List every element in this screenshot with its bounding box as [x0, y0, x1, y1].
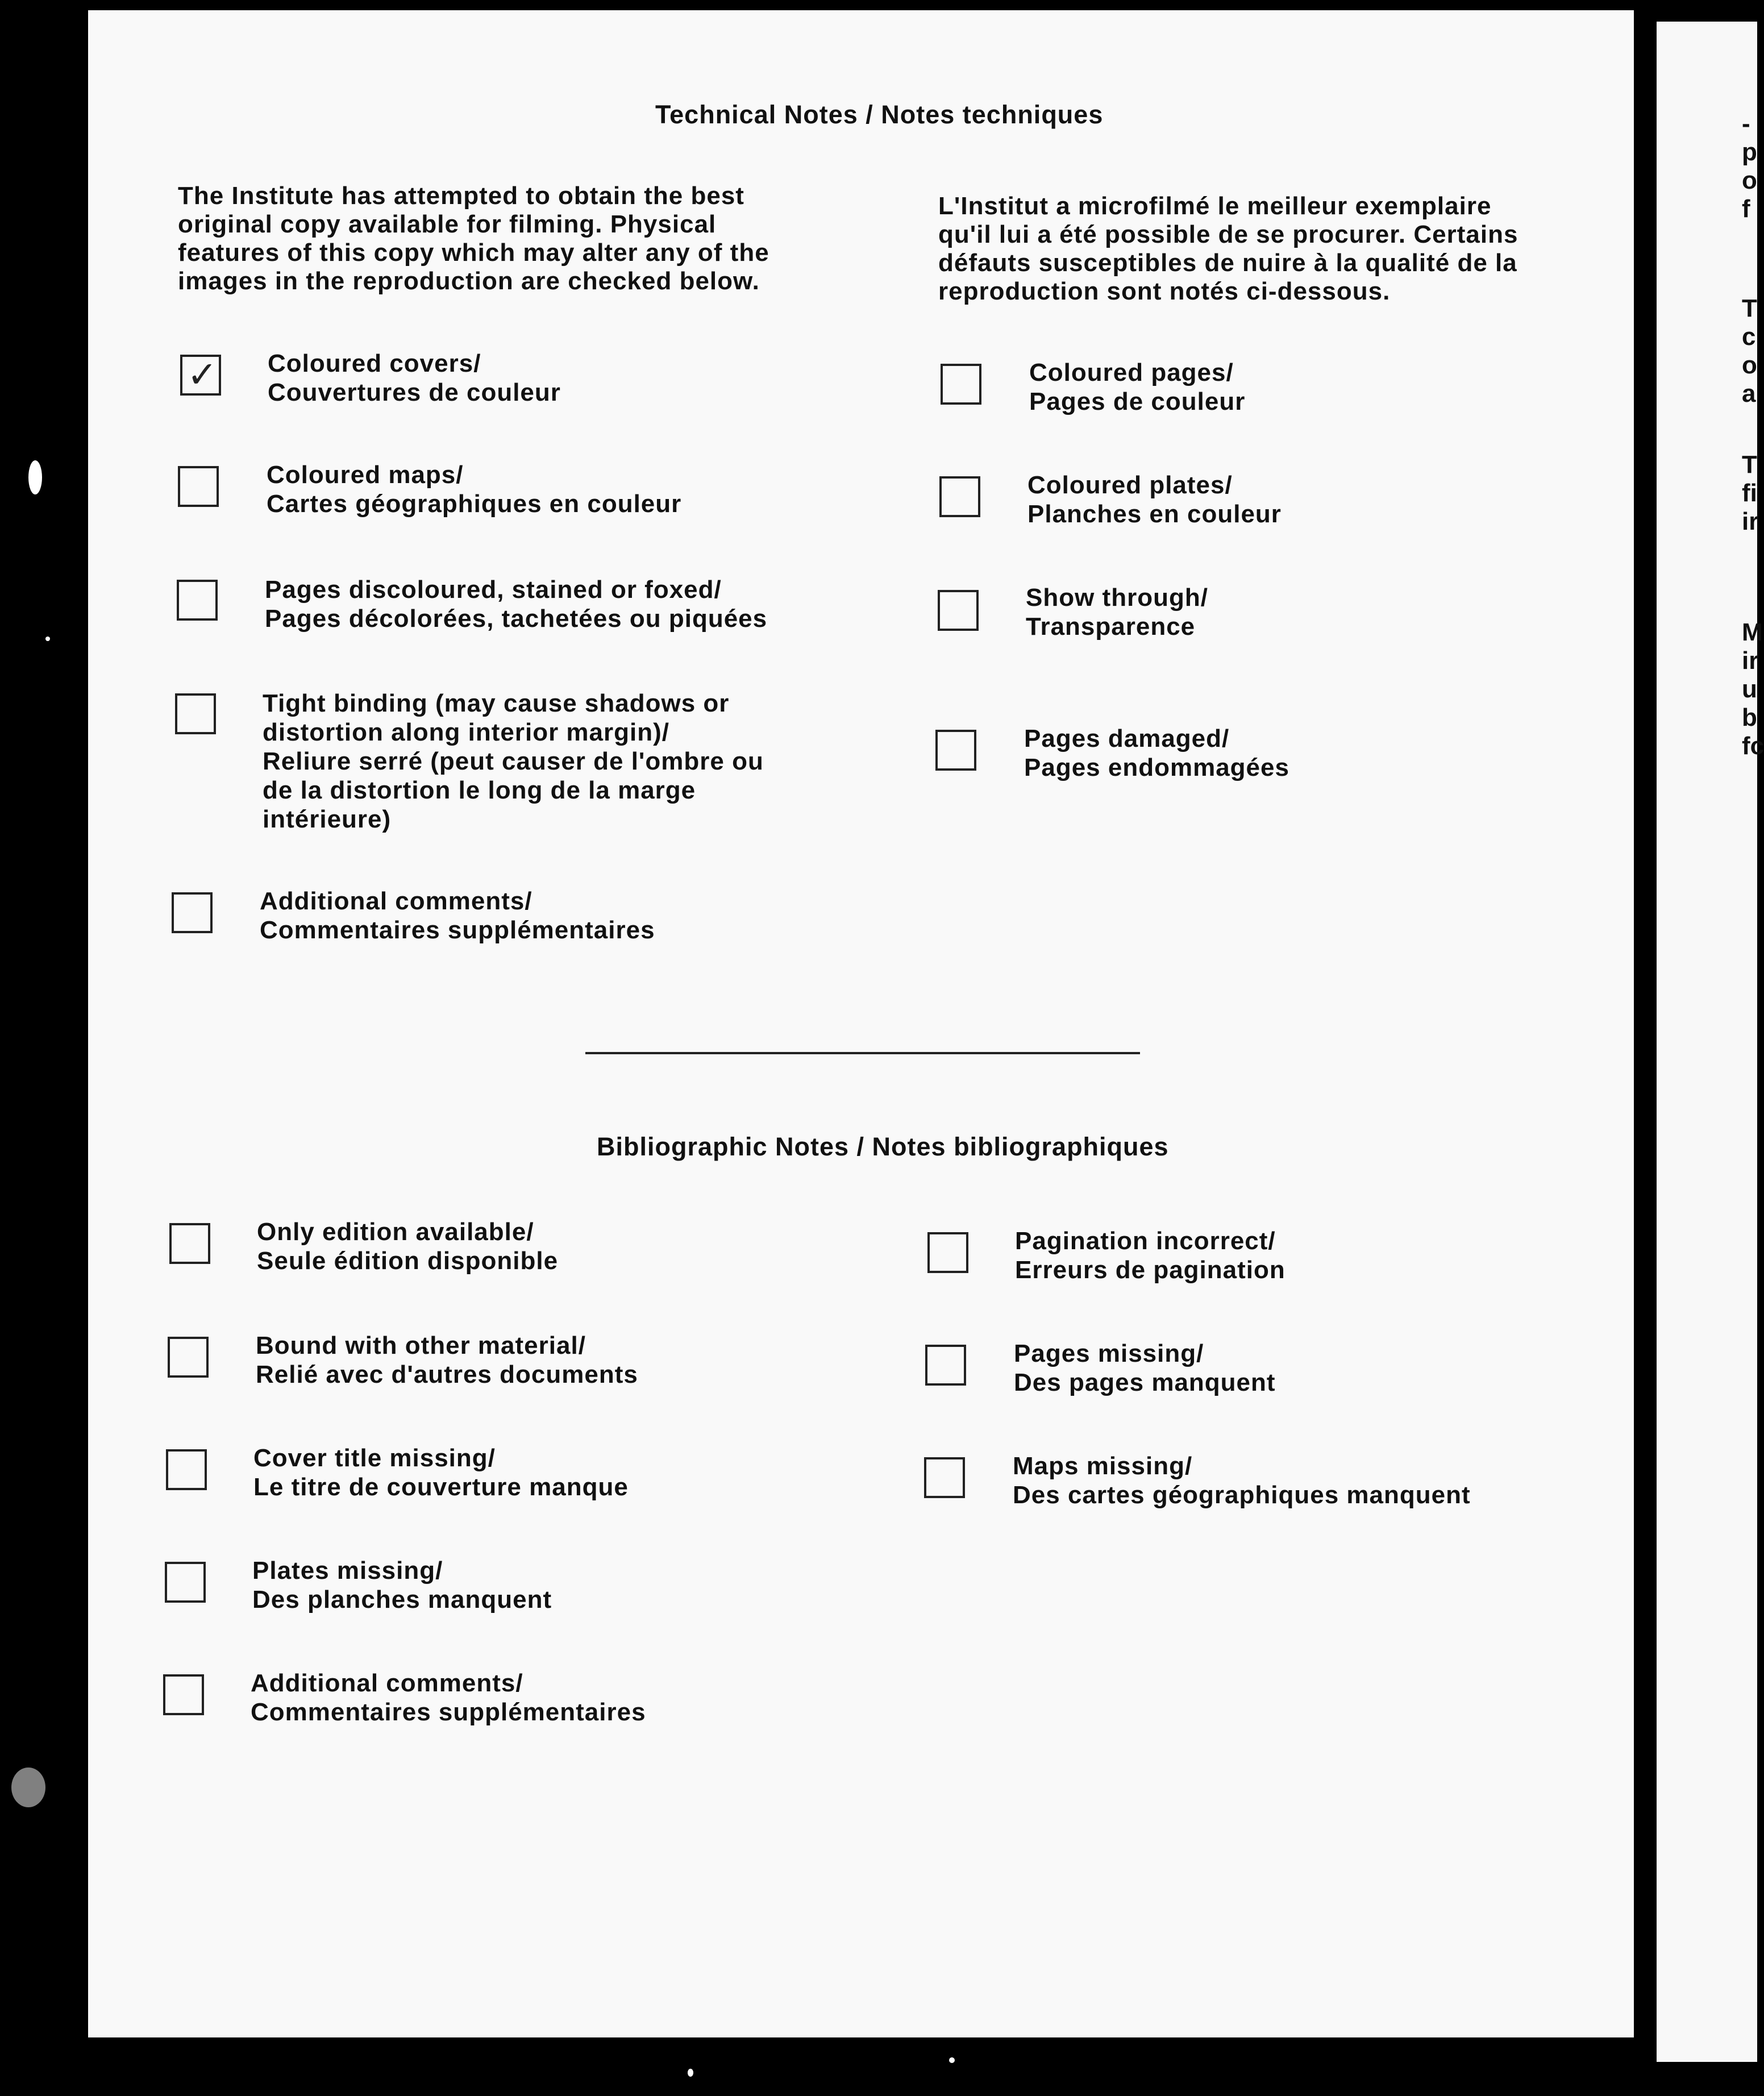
- pages-missing-checkbox[interactable]: [925, 1345, 966, 1386]
- additional-comments-technical-checkbox[interactable]: [172, 892, 213, 933]
- pages-discoloured-checkbox[interactable]: [177, 580, 218, 621]
- adjacent-page-fragment: ir: [1742, 647, 1759, 675]
- intro-english: The Institute has attempted to obtain the best original copy available for filming. Physical features of this copy which may alter any of the images in the reproduction are checked below.: [178, 182, 769, 295]
- coloured-covers-label: [268, 349, 561, 407]
- coloured-plates-checkbox[interactable]: [939, 476, 980, 517]
- plates-missing-label: [252, 1556, 552, 1614]
- label-en: Show through/: [1026, 584, 1208, 612]
- technical-notes-page: [88, 10, 1634, 2037]
- pages-discoloured-label: [265, 575, 767, 633]
- label-en: Pagination incorrect/: [1015, 1227, 1276, 1255]
- maps-missing-checkbox[interactable]: [924, 1457, 965, 1498]
- label-fr: Erreurs de pagination: [1015, 1256, 1285, 1284]
- label-en: Pages missing/: [1014, 1340, 1204, 1367]
- label-en: Cover title missing/: [253, 1444, 496, 1472]
- label-fr: Planches en couleur: [1027, 500, 1282, 528]
- label-en: Only edition available/: [257, 1218, 534, 1246]
- label-en: Coloured plates/: [1027, 471, 1233, 499]
- coloured-maps-label: [267, 460, 681, 518]
- cover-title-missing-checkbox[interactable]: [166, 1449, 207, 1490]
- coloured-plates-label: [1027, 471, 1282, 529]
- label-fr: Le titre de couverture manque: [253, 1473, 629, 1501]
- label-line: Reliure serré (peut causer de l'ombre ou: [263, 747, 764, 775]
- adjacent-page-fragment: M: [1742, 618, 1763, 646]
- label-line: distortion along interior margin)/: [263, 718, 669, 746]
- label-fr: Couvertures de couleur: [268, 379, 561, 406]
- scan-dust-speck: [11, 1768, 45, 1807]
- adjacent-page-fragment: fc: [1742, 732, 1764, 760]
- bibliographic-notes-heading: Bibliographic Notes / Notes bibliographiques: [597, 1132, 1169, 1161]
- adjacent-page-fragment: -: [1742, 110, 1750, 138]
- scan-dust-speck: [45, 637, 50, 641]
- adjacent-page-fragment: a: [1742, 380, 1756, 407]
- label-en: Pages damaged/: [1024, 725, 1230, 752]
- coloured-maps-checkbox[interactable]: [178, 466, 219, 507]
- label-en: Additional comments/: [251, 1669, 523, 1697]
- show-through-label: [1026, 583, 1208, 641]
- scan-dust-speck: [949, 2057, 955, 2063]
- bound-with-label: [256, 1331, 638, 1389]
- label-en: Pages discoloured, stained or foxed/: [265, 576, 722, 604]
- label-en: Additional comments/: [260, 887, 532, 915]
- scan-dust-speck: [28, 460, 42, 494]
- only-edition-label: [257, 1217, 558, 1275]
- label-fr: Pages endommagées: [1024, 754, 1289, 781]
- label-en: Maps missing/: [1013, 1452, 1193, 1480]
- intro-french: L'Institut a microfilmé le meilleur exemplaire qu'il lui a été possible de se procurer. Certains défauts susceptibles de nuire à la qualité de la reproduction sont notés ci-dessous.: [938, 192, 1518, 305]
- only-edition-checkbox[interactable]: [169, 1223, 210, 1264]
- adjacent-page-fragment: T: [1742, 451, 1757, 479]
- adjacent-page-fragment: b: [1742, 704, 1757, 731]
- cover-title-missing-label: [253, 1444, 629, 1502]
- section-divider: [585, 1052, 1140, 1054]
- coloured-pages-label: [1029, 358, 1245, 416]
- label-fr: Seule édition disponible: [257, 1247, 559, 1275]
- label-en: Coloured pages/: [1029, 359, 1234, 386]
- coloured-pages-checkbox[interactable]: [941, 364, 981, 405]
- label-fr: Pages décolorées, tachetées ou piquées: [265, 605, 768, 633]
- label-fr: Transparence: [1026, 613, 1196, 641]
- adjacent-page-fragment: ir: [1742, 508, 1759, 535]
- additional-comments-technical-label: [260, 887, 655, 945]
- adjacent-page-fragment: u: [1742, 675, 1757, 703]
- label-fr: Commentaires supplémentaires: [260, 916, 655, 944]
- label-fr: Relié avec d'autres documents: [256, 1361, 638, 1388]
- adjacent-page-fragment: p: [1742, 138, 1757, 166]
- adjacent-page-fragment: T: [1742, 294, 1757, 322]
- label-fr: Des planches manquent: [252, 1586, 552, 1613]
- pages-damaged-checkbox[interactable]: [935, 730, 976, 771]
- label-en: Bound with other material/: [256, 1332, 586, 1359]
- label-line: Tight binding (may cause shadows or: [263, 689, 730, 717]
- label-line: de la distortion le long de la marge: [263, 776, 696, 804]
- pages-damaged-label: [1024, 724, 1289, 782]
- pagination-incorrect-checkbox[interactable]: [927, 1232, 968, 1273]
- tight-binding-label: [263, 689, 764, 834]
- label-en: Plates missing/: [252, 1557, 443, 1585]
- adjacent-page-fragment: c: [1742, 323, 1756, 351]
- additional-comments-bibliographic-label: [251, 1669, 646, 1727]
- adjacent-page-fragment: f: [1742, 195, 1750, 223]
- pages-missing-label: [1014, 1339, 1276, 1397]
- label-fr: Commentaires supplémentaires: [251, 1698, 646, 1726]
- coloured-covers-checkbox[interactable]: [180, 355, 221, 396]
- scan-dust-speck: [688, 2069, 693, 2077]
- adjacent-page-fragment: o: [1742, 167, 1757, 194]
- pagination-incorrect-label: [1015, 1226, 1285, 1284]
- adjacent-page-fragment: fi: [1742, 479, 1757, 507]
- plates-missing-checkbox[interactable]: [165, 1562, 206, 1603]
- additional-comments-bibliographic-checkbox[interactable]: [163, 1674, 204, 1715]
- label-en: Coloured maps/: [267, 461, 464, 489]
- check-mark-icon: ✓: [187, 354, 218, 396]
- label-line: intérieure): [263, 805, 392, 833]
- label-fr: Cartes géographiques en couleur: [267, 490, 682, 518]
- adjacent-page-edge: [1657, 22, 1764, 2062]
- label-fr: Des pages manquent: [1014, 1369, 1276, 1396]
- label-fr: Pages de couleur: [1029, 388, 1246, 415]
- tight-binding-checkbox[interactable]: [175, 693, 216, 734]
- adjacent-page-fragment: o: [1742, 351, 1757, 379]
- maps-missing-label: [1013, 1452, 1471, 1509]
- label-en: Coloured covers/: [268, 350, 481, 377]
- technical-notes-heading: Technical Notes / Notes techniques: [655, 100, 1104, 129]
- bound-with-checkbox[interactable]: [168, 1337, 209, 1378]
- label-fr: Des cartes géographiques manquent: [1013, 1481, 1471, 1509]
- show-through-checkbox[interactable]: [938, 590, 979, 631]
